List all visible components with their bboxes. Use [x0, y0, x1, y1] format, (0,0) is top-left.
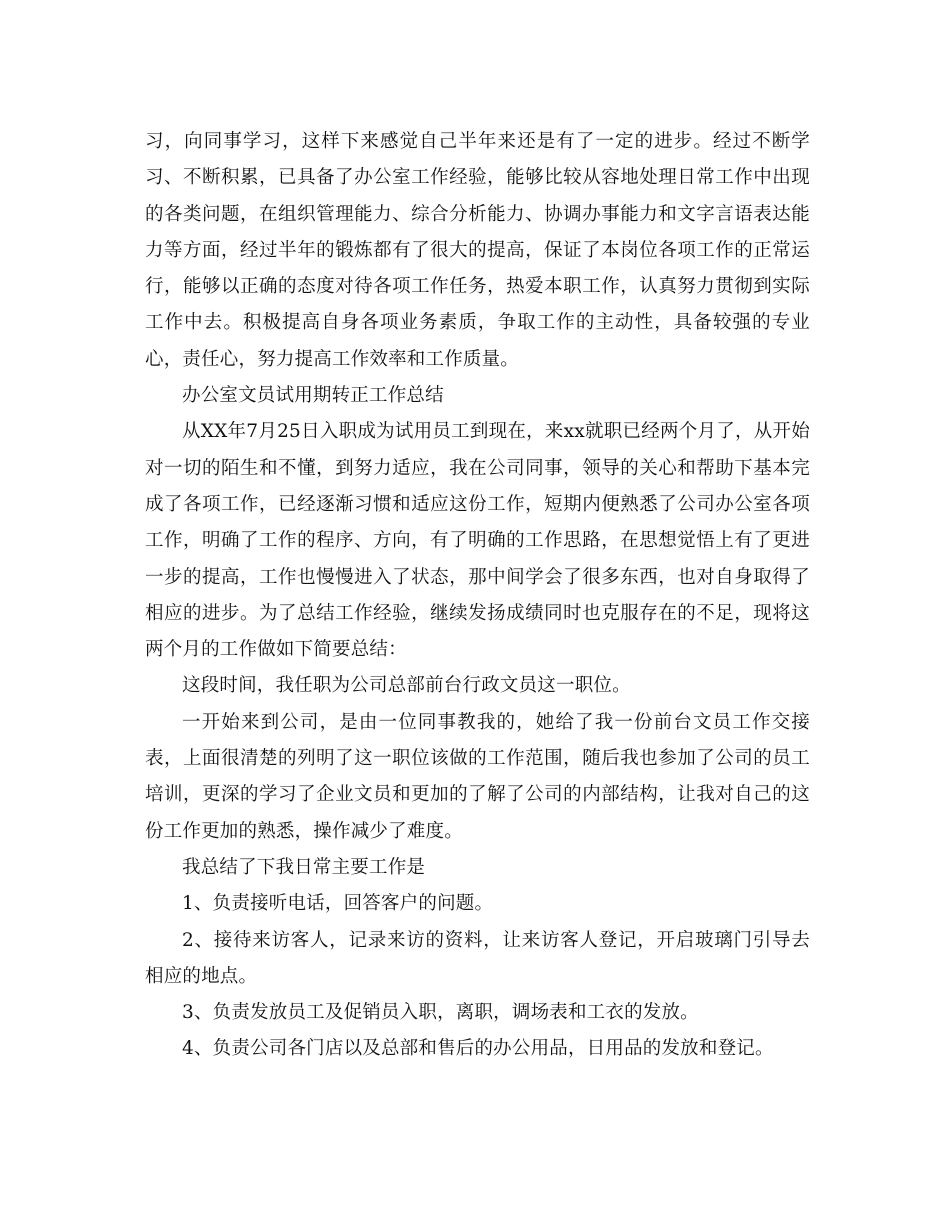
document-body: [145, 124, 810, 1068]
list-item-duty-2: 2、接待来访客人，记录来访的资料，让来访客人登记，开启玻璃门引导去相应的地点。: [145, 929, 810, 987]
paragraph-intro: 从XX年7月25日入职成为试用员工到现在，来xx就职已经两个月了，从开始对一切的陌生和不懂，到努力适应，我在公司同事，领导的关心和帮助下基本完成了各项工作，已经逐渐习惯和适应这份工作，短期内便熟悉了公司办公室各项工作，明确了工作的程序、方向，有了明确的工作思路，在思想觉悟上有了更进一步的提高，工作也慢慢进入了状态，那中间学会了很多东西，也对自身取得了相应的进步。为了总结工作经验，继续发扬成绩同时也克服存在的不足，现将这两个月的工作做如下简要总结：: [145, 421, 810, 661]
paragraph-onboarding: 一开始来到公司，是由一位同事教我的，她给了我一份前台文员工作交接表，上面很清楚的列明了这一职位该做的工作范围，随后我也参加了公司的员工培训，更深的学习了企业文员和更加的了解了公司的内部结构，让我对自己的这份工作更加的熟悉，操作减少了难度。: [145, 711, 810, 842]
paragraph-duties-intro: 我总结了下我日常主要工作是: [182, 856, 426, 878]
section-heading: 办公室文员试用期转正工作总结: [182, 385, 444, 407]
paragraph-position: 这段时间，我任职为公司总部前台行政文员这一职位。: [182, 675, 631, 697]
paragraph-continuation: 习，向同事学习，这样下来感觉自己半年来还是有了一定的进步。经过不断学习、不断积累，已具备了办公室工作经验，能够比较从容地处理日常工作中出现的各类问题，在组织管理能力、综合分析能力、协调办事能力和文字言语表达能力等方面，经过半年的锻炼都有了很大的提高，保证了本岗位各项工作的正常运行，能够以正确的态度对待各项工作任务，热爱本职工作，认真努力贯彻到实际工作中去。积极提高自身各项业务素质，争取工作的主动性，具备较强的专业心，责任心，努力提高工作效率和工作质量。: [145, 131, 810, 370]
list-item-duty-1: 1、负责接听电话，回答客户的问题。: [182, 893, 494, 915]
list-item-duty-3: 3、负责发放员工及促销员入职，离职，调场表和工衣的发放。: [182, 1002, 699, 1024]
list-item-duty-4: 4、负责公司各门店以及总部和售后的办公用品，日用品的发放和登记。: [182, 1038, 774, 1060]
